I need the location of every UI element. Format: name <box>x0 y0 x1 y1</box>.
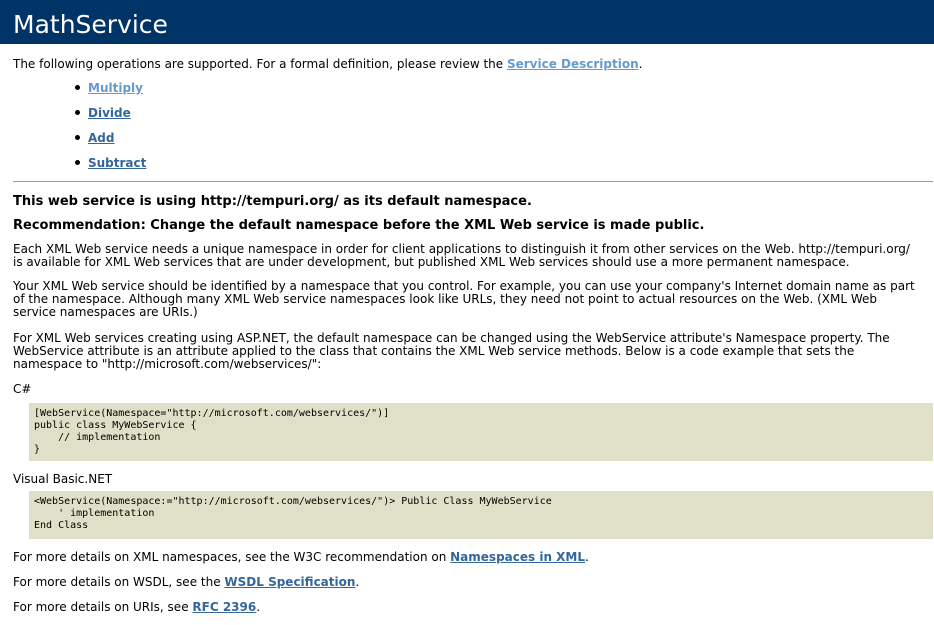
list-item <box>75 131 146 156</box>
more-wsdl: For more details on WSDL, see the WSDL Specification. <box>13 575 360 589</box>
bullet-icon <box>75 85 80 90</box>
list-item <box>75 156 146 181</box>
bullet-icon <box>75 160 80 165</box>
csharp-label: C# <box>13 382 32 396</box>
page-title: MathService <box>13 10 168 39</box>
page-header <box>0 0 934 44</box>
bullet-icon <box>75 110 80 115</box>
divider <box>13 181 933 182</box>
service-description-link[interactable]: Service Description <box>506 57 639 71</box>
list-item <box>75 81 146 106</box>
operation-link-subtract[interactable]: Subtract <box>88 156 147 170</box>
bullet-icon <box>75 135 80 140</box>
more-xml-namespaces: For more details on XML namespaces, see the W3C recommendation on Namespaces in XML. <box>13 550 589 564</box>
vbnet-label: Visual Basic.NET <box>13 472 113 486</box>
paragraph-namespace-unique: Each XML Web service needs a unique namespace in order for client applications to distinguish it from other services on the Web. http://tempuri.org/ is available for XML Web services that are under development, but published XML Web services should use a more permanent namespace. <box>13 242 910 269</box>
csharp-code-block: [WebService(Namespace="http://microsoft.com/webservices/")] public class MyWebService { // implementation } <box>29 403 933 461</box>
paragraph-namespace-control: Your XML Web service should be identified by a namespace that you control. For example, you can use your company's Internet domain name as part of the namespace. Although many XML Web service namespaces look like URLs, they need not point to actual resources on the Web. (XML Web service namespaces are URIs.) <box>13 279 915 319</box>
namespace-notice: This web service is using http://tempuri.org/ as its default namespace. <box>13 194 532 209</box>
vbnet-code-block: <WebService(Namespace:="http://microsoft.com/webservices/")> Public Class MyWebService ' implementation End Class <box>29 491 933 539</box>
namespaces-in-xml-link[interactable]: Namespaces in XML <box>450 550 585 564</box>
wsdl-specification-link[interactable]: WSDL Specification <box>224 575 356 589</box>
rfc-2396-link[interactable]: RFC 2396 <box>192 600 257 614</box>
operation-link-add[interactable]: Add <box>88 131 115 145</box>
paragraph-aspnet: For XML Web services creating using ASP.NET, the default namespace can be changed using the WebService attribute's Namespace property. The WebService attribute is an attribute applied to the class that contains the XML Web service methods. Below is a code example that sets the namespace to "http://microsoft.com/webservices/": <box>13 331 890 371</box>
operations-list <box>75 81 146 181</box>
operation-link-divide[interactable]: Divide <box>88 106 131 120</box>
more-uris: For more details on URIs, see RFC 2396. <box>13 600 261 614</box>
list-item <box>75 106 146 131</box>
intro-text: The following operations are supported. For a formal definition, please review the Service Description. <box>13 57 643 71</box>
recommendation-heading: Recommendation: Change the default namespace before the XML Web service is made public. <box>13 218 705 233</box>
operation-link-multiply[interactable]: Multiply <box>88 81 143 95</box>
